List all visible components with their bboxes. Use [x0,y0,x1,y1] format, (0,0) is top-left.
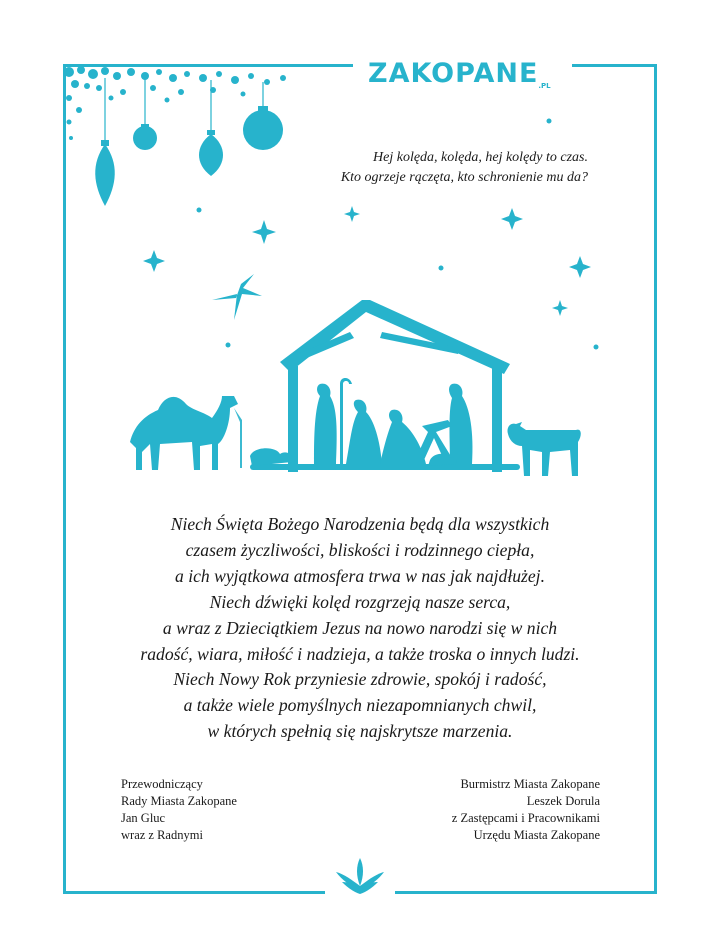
star [143,250,165,272]
frame-bottom-right [395,891,657,894]
frame-bottom-left [63,891,325,894]
signature-line: Przewodniczący [121,777,203,791]
wishes-line: Niech Święta Bożego Narodzenia będą dla wszystkich [170,514,550,534]
signature-line: Leszek Dorula [526,794,600,808]
zakopane-emblem-icon [330,856,390,896]
signature-council [121,776,237,844]
wishes-line: Niech Nowy Rok przyniesie zdrowie, spokój i radość, [173,669,547,690]
signature-line: Burmistrz Miasta Zakopane [460,777,600,791]
shepherd-figure [346,400,382,464]
wishes-line: a także wiele pomyślnych niezapomnianych chwil, [183,695,537,716]
signature-line: z Zastępcami i Pracownikami [451,811,600,825]
standing-figure [449,384,473,464]
carol-verse [341,148,588,188]
star [501,208,523,230]
ground [250,464,520,470]
sheep [250,448,292,466]
nativity-scene [130,292,590,482]
wishes-line: radość, wiara, miłość i nadzieja, a także troska o innych ludzi. [140,643,580,664]
star-dot [594,345,599,350]
wishes-line: w których spełnią się najskrytsze marzenia. [207,721,513,742]
christmas-wishes [80,512,640,745]
signature-line: Urzędu Miasta Zakopane [473,828,600,842]
star-dot [197,208,202,213]
joseph-figure [314,384,337,464]
star [252,220,276,244]
carol-line: Hej kolęda, kolęda, hej kolędy to czas. [373,150,588,165]
manger [416,420,452,460]
wishes-line: a ich wyjątkowa atmosfera trwa w nas jak najdłużej. [175,565,545,586]
signature-mayor [452,776,600,844]
wishes-line: Niech dźwięki kolęd rozgrzeją nasze serca, [209,591,511,612]
wishes-line: czasem życzliwości, bliskości i rodzinnego ciepła, [185,539,535,560]
star [569,256,591,278]
star-dot [439,266,444,271]
stable-post-right [492,368,502,472]
carol-line: Kto ogrzeje rączęta, kto schronienie mu da? [340,170,588,185]
logo-text: ZAKOPANE [368,58,539,89]
logo-suffix: .PL [538,82,551,90]
signature-line: Rady Miasta Zakopane [121,794,237,808]
wishes-line: a wraz z Dzieciątkiem Jezus na nowo narodzi się w nich [162,617,558,638]
camel [130,396,238,470]
star [344,206,360,222]
signature-line: Jan Gluc [121,811,166,825]
star-dot [547,119,552,124]
signature-line: wraz z Radnymi [121,828,203,842]
